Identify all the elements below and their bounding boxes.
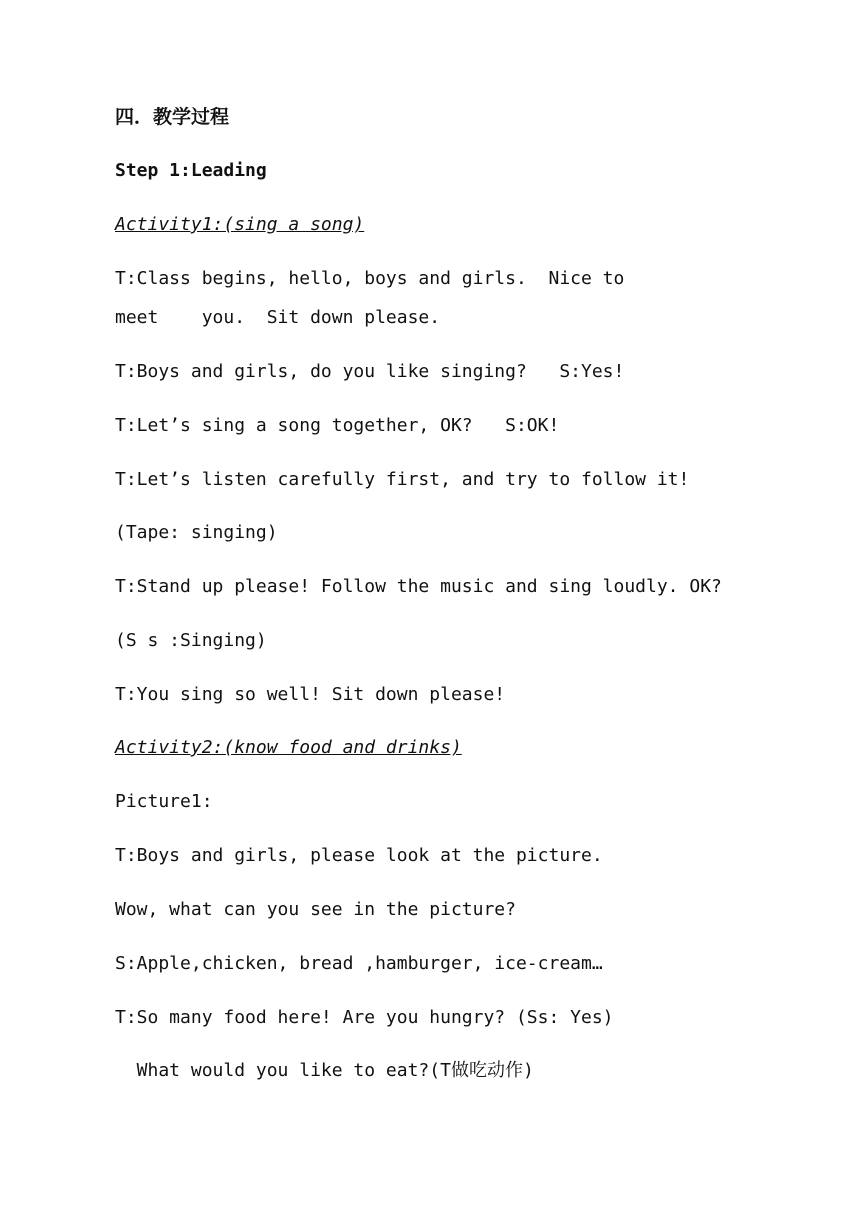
dialogue-line: Wow, what can you see in the picture? [115, 899, 516, 920]
dialogue-line: (Tape: singing) [115, 522, 278, 543]
dialogue-line: T:Boys and girls, please look at the picture. [115, 845, 603, 866]
dialogue-line: T:Let’s listen carefully first, and try to follow it! [115, 469, 690, 490]
dialogue-line: T:Class begins, hello, boys and girls. Nice to [115, 268, 625, 289]
dialogue-line: T:You sing so well! Sit down please! [115, 684, 506, 705]
dialogue-line: T:Boys and girls, do you like singing? S:Yes! [115, 361, 625, 382]
activity2-title: Activity2:(know food and drinks) [115, 737, 462, 758]
dialogue-line: meet you. Sit down please. [115, 307, 441, 328]
step-title: Step 1:Leading [115, 160, 267, 181]
dialogue-line: T:Let’s sing a song together, OK? S:OK! [115, 415, 560, 436]
dialogue-line: What would you like to eat?(T做吃动作) [115, 1060, 534, 1081]
activity1-title: Activity1:(sing a song) [115, 214, 365, 235]
dialogue-line: (S s :Singing) [115, 630, 267, 651]
dialogue-line: T:So many food here! Are you hungry? (Ss: Yes) [115, 1007, 614, 1028]
dialogue-line: S:Apple,chicken, bread ,hamburger, ice-cream… [115, 953, 603, 974]
section-heading: 四．教学过程 [115, 106, 230, 128]
dialogue-line: T:Stand up please! Follow the music and sing loudly. OK? [115, 576, 722, 597]
dialogue-line: Picture1: [115, 791, 213, 812]
